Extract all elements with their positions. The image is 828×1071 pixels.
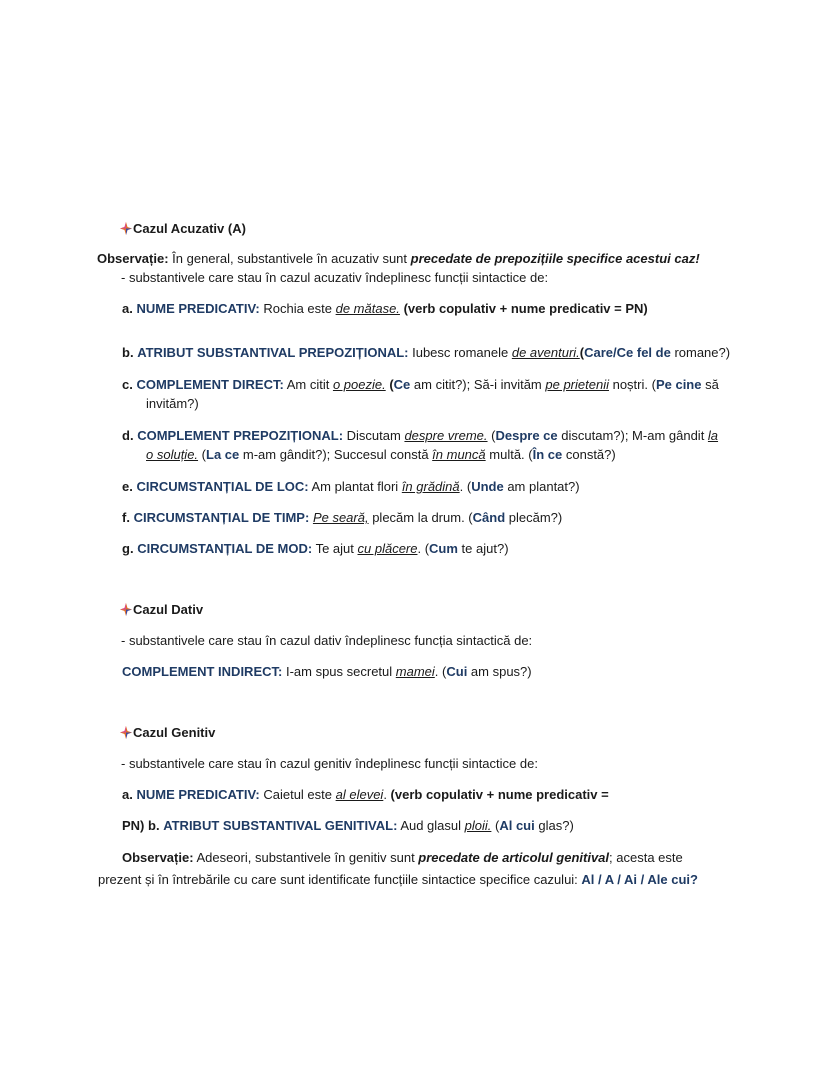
acuzativ-item-d: d. COMPLEMENT PREPOZIȚIONAL: Discutam despre vreme. (Despre ce discutam?); M-am gândit la — [122, 428, 719, 443]
section-title-genitiv: Cazul Genitiv — [120, 725, 215, 741]
acuzativ-item-c: c. COMPLEMENT DIRECT: Am citit o poezie. (Ce am citit?); Să-i invităm pe prietenii noștri. (Pe cine să — [122, 377, 719, 392]
bullet-icon — [120, 603, 132, 616]
acuzativ-item-e: e. CIRCUMSTANȚIAL DE LOC: Am plantat flori în grădină. (Unde am plantat?) — [122, 479, 580, 494]
acuzativ-item-b: b. ATRIBUT SUBSTANTIVAL PREPOZIȚIONAL: Iubesc romanele de aventuri.(Care/Ce fel de romane?) — [122, 345, 731, 360]
genitiv-item-a: a. NUME PREDICATIV: Caietul este al elevei. (verb copulativ + nume predicativ = — [122, 787, 609, 802]
genitiv-observation-cont: prezent și în întrebările cu care sunt identificate funcțiile sintactice specifice cazului: Al / A / Ai / Ale cui? — [98, 872, 698, 887]
genitiv-intro: - substantivele care stau în cazul genitiv îndeplinesc funcții sintactice de: — [121, 756, 538, 771]
acuzativ-item-f: f. CIRCUMSTANȚIAL DE TIMP: Pe seară, plecăm la drum. (Când plecăm?) — [122, 510, 563, 525]
section-title-dativ: Cazul Dativ — [120, 602, 203, 618]
genitiv-item-b: PN) b. ATRIBUT SUBSTANTIVAL GENITIVAL: Aud glasul ploii. (Al cui glas?) — [122, 818, 574, 833]
acuzativ-item-c-cont: invităm?) — [146, 396, 199, 411]
acuzativ-item-a: a. NUME PREDICATIV: Rochia este de mătase. (verb copulativ + nume predicativ = PN) — [122, 301, 648, 316]
acuzativ-intro: - substantivele care stau în cazul acuzativ îndeplinesc funcții sintactice de: — [121, 270, 549, 285]
acuzativ-item-g: g. CIRCUMSTANȚIAL DE MOD: Te ajut cu plăcere. (Cum te ajut?) — [122, 541, 509, 556]
section-title-acuzativ: Cazul Acuzativ (A) — [120, 221, 246, 237]
dativ-intro: - substantivele care stau în cazul dativ îndeplinesc funcția sintactică de: — [121, 633, 533, 648]
dativ-item: COMPLEMENT INDIRECT: I-am spus secretul mamei. (Cui am spus?) — [122, 664, 532, 679]
bullet-icon — [120, 222, 132, 235]
bullet-icon — [120, 726, 132, 739]
acuzativ-item-d-cont: o soluție. (La ce m-am gândit?); Succesul constă în muncă multă. (În ce constă?) — [146, 447, 616, 462]
genitiv-observation: Observație: Adeseori, substantivele în genitiv sunt precedate de articolul genitival; acesta este — [122, 850, 683, 865]
acuzativ-observation: Observație: În general, substantivele în acuzativ sunt precedate de prepozițiile specifice acestui caz! — [97, 251, 700, 266]
